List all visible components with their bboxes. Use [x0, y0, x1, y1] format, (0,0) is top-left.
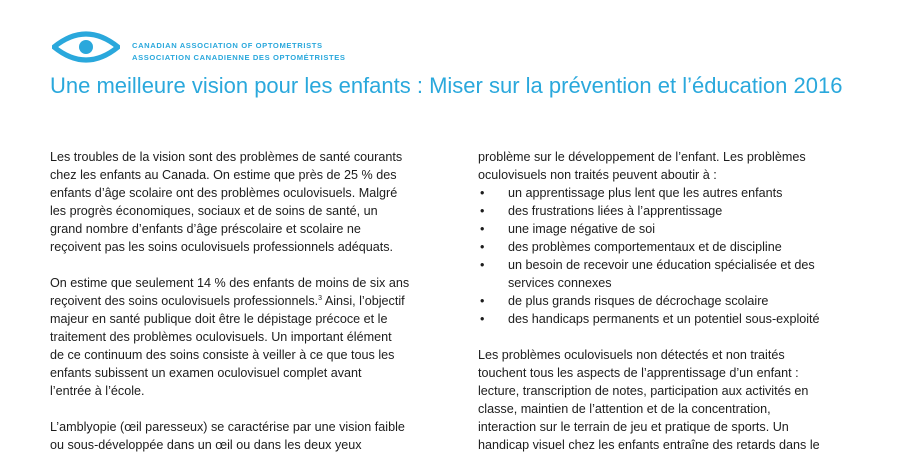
left-column [50, 148, 430, 472]
list-item: • un besoin de recevoir une éducation spécialisée et des services connexes [478, 256, 858, 292]
organization-name-fr: ASSOCIATION CANADIENNE DES OPTOMÉTRISTES [132, 53, 346, 62]
list-item: • des frustrations liées à l’apprentissage [478, 202, 858, 220]
paragraph-learning-impact: Les problèmes oculovisuels non détectés et non traités touchent tous les aspects de l’apprentissage d’un enfant : lecture, transcription de notes, participation aux activités en classe, maintien de l’attention et de la concentration, interaction sur le terrain de jeu et pratique de sports. Un handicap visuel chez les enfants entraîne des retards dans le [478, 348, 820, 452]
right-column [478, 148, 858, 454]
page-title: Une meilleure vision pour les enfants : Miser sur la prévention et l’éducation 2016 [50, 73, 843, 98]
list-item: • de plus grands risques de décrochage scolaire [478, 292, 858, 310]
paragraph-screening [50, 274, 430, 400]
list-item: • des handicaps permanents et un potentiel sous-exploité [478, 310, 858, 328]
paragraph-consequences-intro: problème sur le développement de l’enfant. Les problèmes oculovisuels non traités peuvent aboutir à : [478, 150, 806, 182]
paragraph-prevalence: Les troubles de la vision sont des problèmes de santé courants chez les enfants au Canada. On estime que près de 25 % des enfants d’âge scolaire ont des problèmes oculovisuels. Malgré les progrès économiques, sociaux et de soins de santé, un grand nombre d’enfants d’âge préscolaire et scolaire ne reçoivent pas les soins oculovisuels professionnels adéquats. [50, 150, 403, 254]
organization-name [132, 40, 346, 64]
list-item: • un apprentissage plus lent que les autres enfants [478, 184, 858, 202]
list-item: • une image négative de soi [478, 220, 858, 238]
paragraph-amblyopia: L’amblyopie (œil paresseux) se caractérise par une vision faible ou sous-développée dans un œil ou dans les deux yeux [50, 420, 405, 452]
eye-icon [52, 30, 120, 64]
footnote-reference: 3 [318, 294, 323, 302]
organization-name-en: CANADIAN ASSOCIATION OF OPTOMETRISTS [132, 41, 323, 50]
consequences-list [478, 184, 858, 328]
list-item: • des problèmes comportementaux et de discipline [478, 238, 858, 256]
paragraph-screening-text-b: Ainsi, l’objectif majeur en santé publique doit être le dépistage précoce et le traitement des problèmes oculovisuels. Un important élément de ce continuum des soins consiste à veiller à ce que tous les enfants subissent un examen oculovisuel complet avant l’entrée à l’école. [50, 294, 405, 398]
paragraph-screening-text-a: On estime que seulement 14 % des enfants de moins de six ans reçoivent des soins oculovisuels professionnels. [50, 276, 410, 308]
